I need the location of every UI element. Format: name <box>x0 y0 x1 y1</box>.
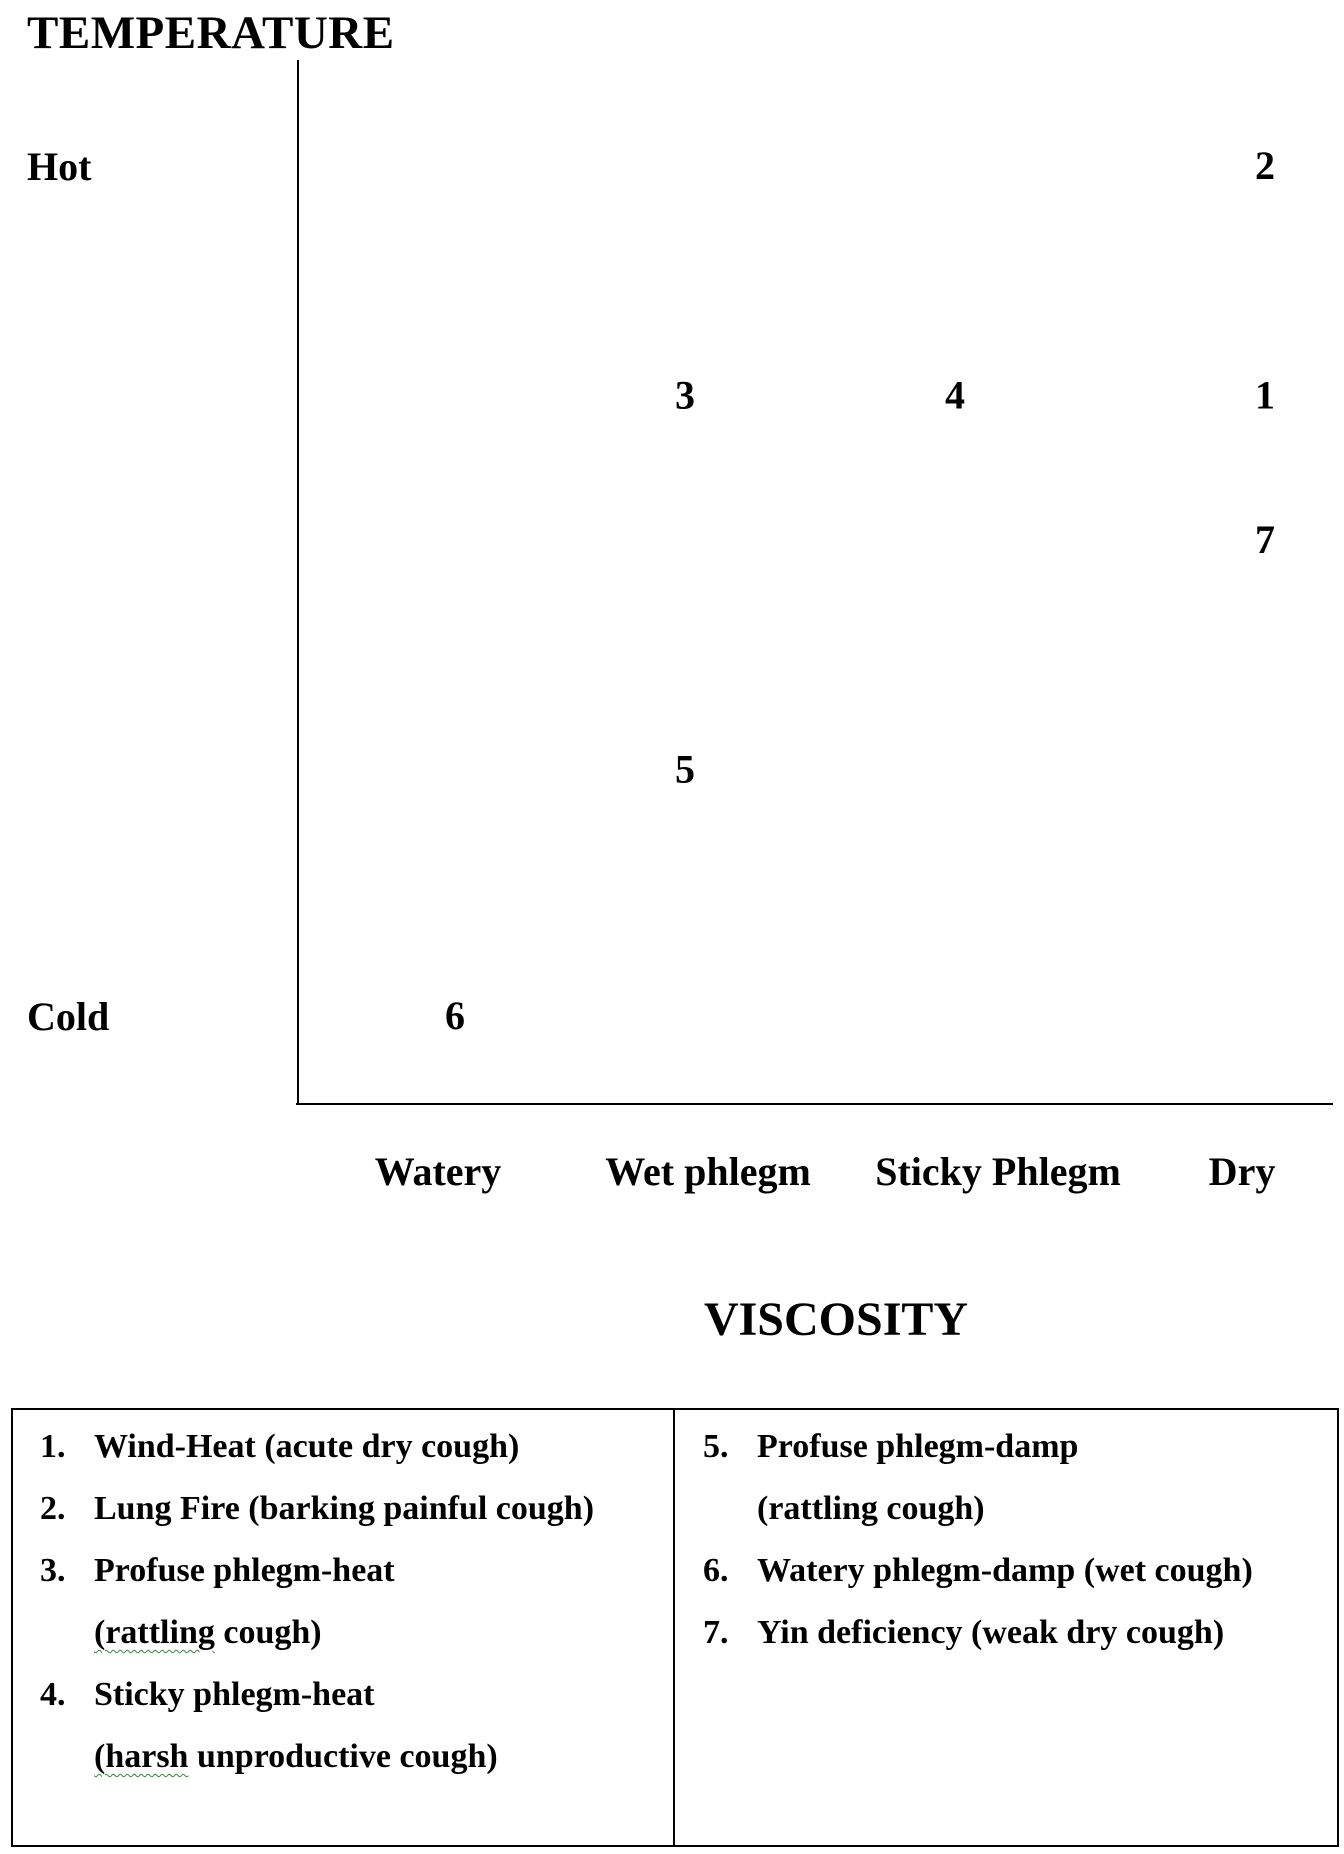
legend-number: 5. <box>703 1428 729 1465</box>
data-point-4: 4 <box>945 372 965 418</box>
y-tick-hot: Hot <box>27 144 92 189</box>
data-point-5: 5 <box>675 746 695 792</box>
legend-number: 3. <box>40 1552 66 1589</box>
legend-text: Profuse phlegm-damp (rattling cough) <box>757 1428 1079 1527</box>
legend-number: 4. <box>40 1676 66 1713</box>
legend-text: Sticky phlegm-heat (harsh unproductive cough) <box>94 1676 498 1775</box>
x-tick-sticky-phlegm: Sticky Phlegm <box>875 1149 1121 1194</box>
x-tick-dry: Dry <box>1208 1149 1276 1194</box>
legend-item-2 <box>40 1478 673 1540</box>
legend-item-7 <box>703 1602 1337 1664</box>
legend-text: Profuse phlegm-heat (rattling cough) <box>94 1552 395 1651</box>
x-tick-watery: Watery <box>374 1149 502 1194</box>
legend-text: Wind-Heat (acute dry cough) <box>94 1428 520 1465</box>
y-axis-title: TEMPERATURE <box>27 7 395 59</box>
data-point-7: 7 <box>1255 517 1275 563</box>
legend-text: Lung Fire (barking painful cough) <box>94 1490 595 1527</box>
x-axis-title: VISCOSITY <box>703 1293 969 1346</box>
legend-text: Yin deficiency (weak dry cough) <box>757 1614 1225 1651</box>
y-tick-cold: Cold <box>27 994 110 1039</box>
legend-item-4 <box>40 1664 673 1788</box>
legend-item-5 <box>703 1416 1337 1540</box>
legend-item-3 <box>40 1540 673 1664</box>
legend-number: 6. <box>703 1552 729 1589</box>
data-point-3: 3 <box>675 372 695 418</box>
data-point-6: 6 <box>445 993 465 1039</box>
legend-number: 7. <box>703 1614 729 1651</box>
legend-number: 2. <box>40 1490 66 1527</box>
legend-text: Watery phlegm-damp (wet cough) <box>757 1552 1253 1589</box>
x-tick-wet-phlegm: Wet phlegm <box>605 1149 811 1194</box>
legend-table <box>11 1408 1339 1847</box>
data-point-1: 1 <box>1255 372 1275 418</box>
legend-number: 1. <box>40 1428 66 1465</box>
legend-column-left <box>13 1410 675 1845</box>
legend-column-right <box>675 1410 1337 1845</box>
legend-item-6 <box>703 1540 1337 1602</box>
data-point-2: 2 <box>1255 143 1275 189</box>
legend-item-1 <box>40 1416 673 1478</box>
